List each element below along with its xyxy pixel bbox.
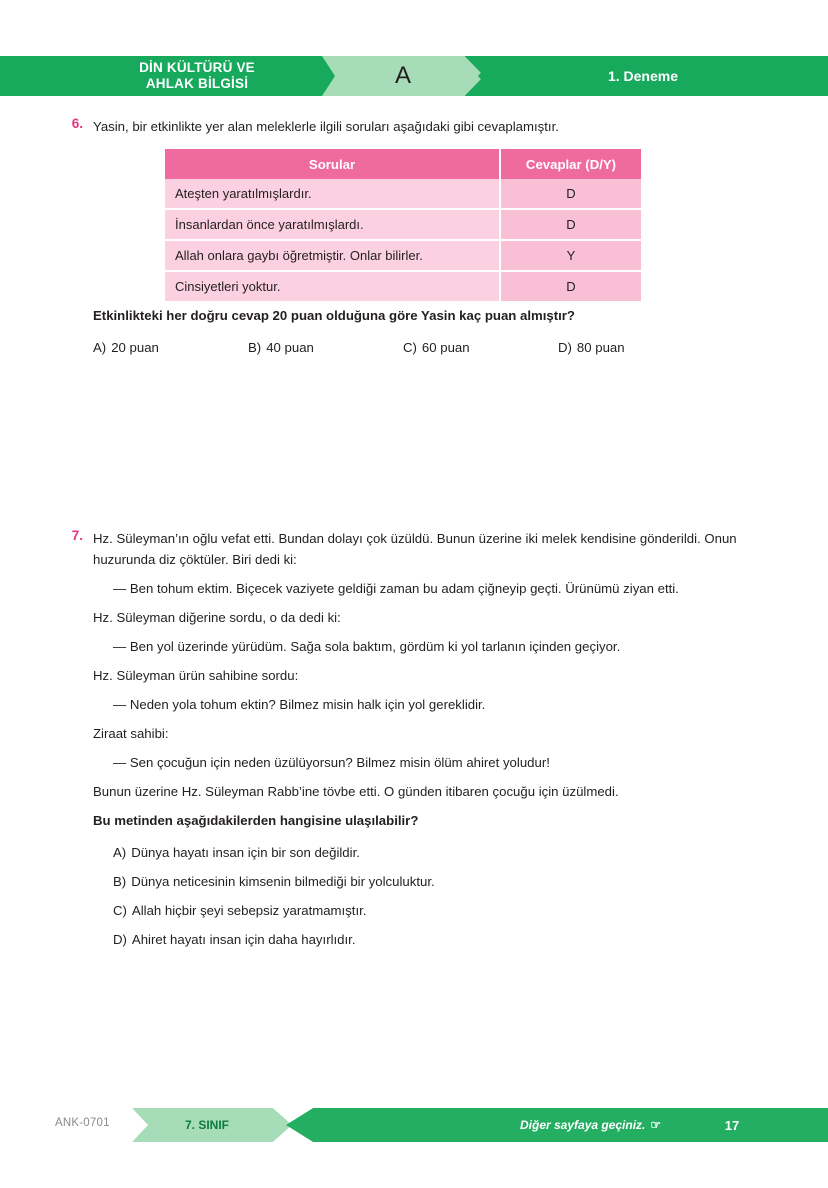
table-cell-answer: Y bbox=[500, 240, 641, 271]
question-7-paragraph-6: Ziraat sahibi: bbox=[93, 726, 169, 741]
question-7-paragraph-8: Bunun üzerine Hz. Süleyman Rabb’ine tövbe etti. O günden itibaren çocuğu için üzülmedi. bbox=[93, 784, 619, 799]
question-6-option-a[interactable] bbox=[93, 340, 159, 355]
question-6-option-d[interactable] bbox=[558, 340, 625, 355]
header-subject-title bbox=[82, 60, 312, 92]
booklet-letter: A bbox=[394, 62, 411, 89]
footer-page-number: 17 bbox=[724, 1117, 740, 1133]
option-text: Allah hiçbir şeyi sebepsiz yaratmamıştır. bbox=[131, 903, 367, 918]
table-header-cevaplar: Cevaplar (D/Y) bbox=[500, 149, 641, 179]
table-cell-answer: D bbox=[500, 209, 641, 240]
option-text: 20 puan bbox=[111, 340, 159, 355]
question-6-option-c[interactable] bbox=[403, 340, 470, 355]
header-exam-label: 1. Deneme bbox=[607, 68, 679, 84]
page-header bbox=[0, 56, 828, 96]
option-letter: D) bbox=[558, 340, 572, 355]
option-text: Dünya neticesinin kimsenin bilmediği bir yolculuktur. bbox=[131, 874, 435, 889]
option-letter: C) bbox=[113, 903, 127, 918]
option-letter: B) bbox=[248, 340, 262, 355]
option-letter: C) bbox=[403, 340, 417, 355]
option-letter: A) bbox=[113, 845, 127, 860]
footer-grade-label: 7. SINIF bbox=[184, 1118, 229, 1132]
question-6-stem: Yasin, bir etkinlikte yer alan meleklerle ilgili soruları aşağıdaki gibi cevaplamıştır. bbox=[93, 119, 559, 134]
question-7-paragraph-5: — Neden yola tohum ektin? Bilmez misin halk için yol gereklidir. bbox=[113, 697, 486, 712]
question-7-number: 7. bbox=[71, 528, 83, 543]
question-6-option-b[interactable] bbox=[248, 340, 314, 355]
question-6-options bbox=[93, 340, 793, 362]
table-cell-question: Cinsiyetleri yoktur. bbox=[165, 271, 500, 301]
option-text: 60 puan bbox=[421, 340, 470, 355]
question-7-paragraph-3: — Ben yol üzerinde yürüdüm. Sağa sola baktım, gördüm ki yol tarlanın içinden geçiyor. bbox=[113, 639, 621, 654]
footer-next-page-text: Diğer sayfaya geçiniz. bbox=[520, 1118, 646, 1132]
page-footer bbox=[0, 1108, 828, 1142]
question-7-stem: Hz. Süleyman’ın oğlu vefat etti. Bundan dolayı çok üzüldü. Bunun üzerine iki melek kendisine gönderildi. Onun huzurunda diz çöktüler. Biri dedi ki: bbox=[93, 531, 737, 567]
table-header-row bbox=[165, 149, 641, 179]
question-7-paragraph-2: Hz. Süleyman diğerine sordu, o da dedi ki: bbox=[93, 610, 341, 625]
question-6-table bbox=[165, 149, 641, 301]
question-7-option-b[interactable] bbox=[113, 872, 435, 892]
footer-next-page-note bbox=[520, 1108, 661, 1142]
option-letter: A) bbox=[93, 340, 107, 355]
table-header-sorular: Sorular bbox=[165, 149, 500, 179]
table-cell-answer: D bbox=[500, 271, 641, 301]
question-7-paragraph-4: Hz. Süleyman ürün sahibine sordu: bbox=[93, 668, 299, 683]
header-subject-line-2: AHLAK BİLGİSİ bbox=[145, 76, 249, 91]
header-subject-line-1: DİN KÜLTÜRÜ VE bbox=[139, 60, 255, 75]
option-text: 40 puan bbox=[266, 340, 314, 355]
option-text: Dünya hayatı insan için bir son değildir. bbox=[131, 845, 360, 860]
table-cell-answer: D bbox=[500, 179, 641, 209]
option-letter: D) bbox=[113, 932, 127, 947]
table-cell-question: Allah onlara gaybı öğretmiştir. Onlar bilirler. bbox=[165, 240, 500, 271]
pointing-hand-icon: ☞ bbox=[650, 1118, 662, 1132]
question-7-paragraph-1: — Ben tohum ektim. Biçecek vaziyete geldiği zaman bu adam çiğneyip geçti. Ürünümü ziyan etti. bbox=[113, 581, 679, 596]
table-row bbox=[165, 179, 641, 209]
question-7-paragraph-7: — Sen çocuğun için neden üzülüyorsun? Bilmez misin ölüm ahiret yoludur! bbox=[113, 755, 550, 770]
question-7-option-c[interactable] bbox=[113, 901, 366, 921]
table-cell-question: Ateşten yaratılmışlardır. bbox=[165, 179, 500, 209]
question-6-prompt: Etkinlikteki her doğru cevap 20 puan olduğuna göre Yasin kaç puan almıştır? bbox=[93, 308, 575, 323]
table-row bbox=[165, 209, 641, 240]
question-7-option-d[interactable] bbox=[113, 930, 356, 950]
question-7-options bbox=[113, 843, 773, 963]
question-7-option-a[interactable] bbox=[113, 843, 360, 863]
question-7-prompt: Bu metinden aşağıdakilerden hangisine ulaşılabilir? bbox=[93, 813, 419, 828]
question-6-number: 6. bbox=[71, 116, 83, 131]
footer-material-code: ANK-0701 bbox=[55, 1117, 110, 1129]
table-row bbox=[165, 240, 641, 271]
option-text: 80 puan bbox=[576, 340, 625, 355]
table-cell-question: İnsanlardan önce yaratılmışlardı. bbox=[165, 209, 500, 240]
option-text: Ahiret hayatı insan için daha hayırlıdır. bbox=[131, 932, 356, 947]
option-letter: B) bbox=[113, 874, 127, 889]
table-row bbox=[165, 271, 641, 301]
